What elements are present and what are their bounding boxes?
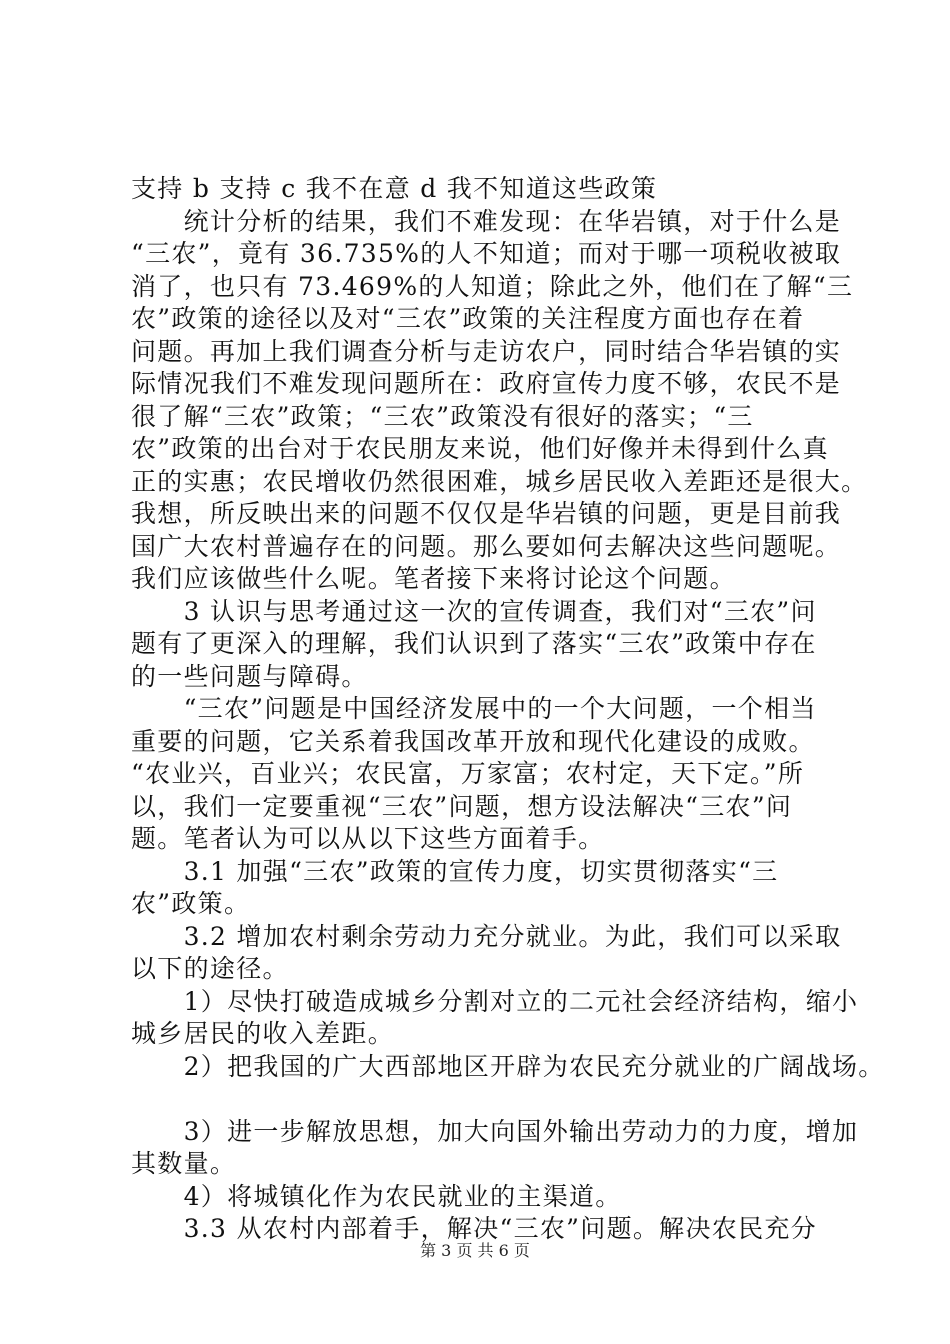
body-line: 重要的问题，它关系着我国改革开放和现代化建设的成败。 xyxy=(131,726,815,756)
body-line: 1）尽快打破造成城乡分割对立的二元社会经济结构，缩小 xyxy=(131,986,859,1016)
body-line: 农”政策的途径以及对“三农”政策的关注程度方面也存在着 xyxy=(131,304,805,333)
body-line: 农”政策。 xyxy=(131,889,251,918)
body-line: 3.3 从农村内部着手，解决“三农”问题。解决农民充分 xyxy=(131,1214,817,1243)
body-line: 农”政策的出台对于农民朋友来说，他们好像并未得到什么真 xyxy=(131,434,829,463)
body-line: “三农”问题是中国经济发展中的一个大问题，一个相当 xyxy=(131,694,817,723)
page-footer xyxy=(0,1240,950,1262)
body-line: 题有了更深入的理解，我们认识到了落实“三农”政策中存在 xyxy=(131,629,817,658)
body-line: 我想，所反映出来的问题不仅仅是华岩镇的问题，更是目前我 xyxy=(131,499,842,528)
body-line: 支持 b 支持 c 我不在意 d 我不知道这些政策 xyxy=(131,174,658,203)
body-line: 的一些问题与障碍。 xyxy=(131,661,368,691)
blank-line xyxy=(131,1083,839,1116)
body-line: 题。笔者认为可以从以下这些方面着手。 xyxy=(131,824,605,853)
body-line: 4）将城镇化作为农民就业的主渠道。 xyxy=(131,1181,622,1211)
body-line: 统计分析的结果，我们不难发现：在华岩镇，对于什么是 xyxy=(131,206,842,236)
body-line: 问题。再加上我们调查分析与走访农户，同时结合华岩镇的实 xyxy=(131,336,842,366)
body-line: 我们应该做些什么呢。笔者接下来将讨论这个问题。 xyxy=(131,564,736,593)
body-line: 3）进一步解放思想，加大向国外输出劳动力的力度，增加 xyxy=(131,1116,859,1146)
body-line: 很了解“三农”政策；“三农”政策没有很好的落实；“三 xyxy=(131,401,754,431)
body-line: 以下的途径。 xyxy=(131,954,289,983)
body-line: 城乡居民的收入差距。 xyxy=(131,1019,395,1048)
body-line: 3 认识与思考通过这一次的宣传调查，我们对“三农”问 xyxy=(131,596,817,626)
document-body xyxy=(131,173,885,1246)
page-number-indicator: 第 3 页 共 6 页 xyxy=(420,1241,530,1260)
body-line: 2）把我国的广大西部地区开辟为农民充分就业的广阔战场。 xyxy=(131,1051,885,1081)
body-line: 国广大农村普遍存在的问题。那么要如何去解决这些问题呢。 xyxy=(131,531,842,561)
body-line: 消了，也只有 73.469%的人知道；除此之外，他们在了解“三 xyxy=(131,271,854,301)
body-line: 际情况我们不难发现问题所在：政府宣传力度不够，农民不是 xyxy=(131,369,842,398)
body-line: 其数量。 xyxy=(131,1149,237,1178)
body-line: “三农”，竟有 36.735%的人不知道；而对于哪一项税收被取 xyxy=(131,239,842,268)
body-line: 正的实惠；农民增收仍然很困难，城乡居民收入差距还是很大。 xyxy=(131,466,868,496)
body-line: 3.2 增加农村剩余劳动力充分就业。为此，我们可以采取 xyxy=(131,921,842,951)
body-line: 3.1 加强“三农”政策的宣传力度，切实贯彻落实“三 xyxy=(131,856,779,886)
body-line: “农业兴，百业兴；农民富，万家富；农村定，天下定。”所 xyxy=(131,759,805,788)
body-line: 以，我们一定要重视“三农”问题，想方设法解决“三农”问 xyxy=(131,791,793,821)
